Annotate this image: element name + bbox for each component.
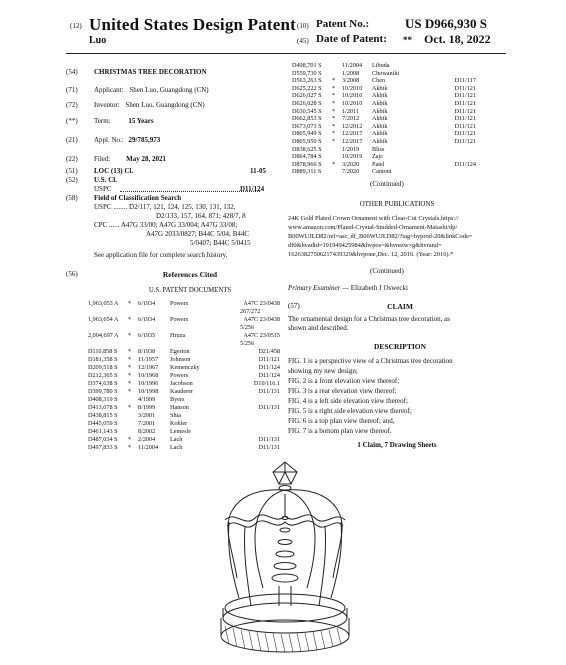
ref-class: D10/116.1 [253,380,280,387]
ref-name: Akbik [372,115,388,123]
ref-number: D563,263 S [292,77,322,85]
field-label: CHRISTMAS TREE DECORATION [94,68,207,76]
ref-star: * [332,138,336,145]
us-code: (52) [66,176,78,184]
crown-drawing [215,458,355,658]
fcs-label: Field of Classification Search [94,194,182,202]
ref-date: 11/2004 [342,62,363,69]
ref-class: D11/124 [454,160,476,168]
ref-date: 10/2010 [342,84,363,92]
fcs-note: See application file for complete search history. [94,251,228,259]
ref-class: D11/124 [258,364,280,371]
reference-row [88,356,280,363]
ref-name: Akbik [372,130,388,138]
ref-date: 4/1999 [138,396,156,403]
ref-date: 3/2008 [342,77,360,85]
ref-date: 10/1968 [138,372,159,379]
ref-name: Egerton [170,348,190,355]
ref-number: D864,784 S [292,153,322,161]
ref-number: 1,963,054 A [88,316,119,323]
ref-class: A47C 23/0438 [243,300,280,307]
reference-row [88,412,280,419]
ref-name: Hruza [170,332,186,339]
field-term [66,117,154,126]
ref-class: D11/121 [258,356,280,363]
ref-class: A47C 23/0438 [243,316,280,323]
ref-extra: 267/272 [240,308,261,315]
ref-star: * [332,107,336,115]
ref-star: * [128,316,132,323]
ref-name: Cantoni [372,168,392,176]
kind-code-12: (12) [70,22,82,30]
ref-number: D399,780 S [88,388,118,395]
reference-row [292,161,476,168]
examiner-name: — Elizabeth J Oswecki [342,284,408,292]
reference-row [88,372,280,379]
ref-number: D559,730 S [292,69,322,77]
ref-name: Akbik [372,107,388,115]
ref-name: Patel [372,160,385,168]
field-code: (71) [66,86,78,94]
patent-date: Oct. 18, 2022 [424,32,491,46]
reference-row [88,380,280,387]
ref-star: * [332,92,336,100]
reference-row [292,138,476,145]
field-value: May 28, 2021 [126,155,166,163]
reference-row [292,123,476,130]
ref-date: 7/2012 [342,115,360,123]
field-value: Shen Luo, Guangdong (CN) [125,101,205,109]
ref-date: 10/2010 [342,92,363,100]
ref-number: D625,222 S [292,84,322,92]
reference-row [292,70,476,77]
references-title: References Cited [162,270,218,279]
ref-date: 10/1996 [138,380,159,387]
ref-number: D209,518 S [88,364,118,371]
ref-date: 3/2020 [342,160,360,168]
ref-number: D662,853 S [292,115,322,123]
reference-row [88,348,280,355]
field-code: (**) [66,117,78,125]
ref-star: * [128,444,132,451]
ref-name: Kauderer [170,388,194,395]
ref-number: D878,966 S [292,160,322,168]
reference-row [88,388,280,395]
ref-class: D11/131 [258,444,280,451]
ref-star: * [332,160,336,168]
ref-number: D212,365 S [88,372,118,379]
reference-row [88,332,280,339]
us-label: U.S. Cl. [94,176,117,184]
description-line: FIG. 7 is a bottom plan view thereof. [288,427,392,435]
reference-row [88,436,280,443]
references-subtitle: U.S. PATENT DOCUMENTS [148,287,232,294]
ref-number: D626,028 S [292,100,322,107]
publication-line: df0&hvadid=191949425984&hvpos=&hvnetw=g&hvrand= [288,242,442,249]
field-filed [66,155,166,164]
fcs-code: (58) [66,194,78,202]
description-line: showing my new design; [288,367,358,375]
ref-number: 2,004,697 A [88,332,119,339]
reference-row [292,168,476,175]
ref-date: 2/2004 [138,436,156,443]
description-line: FIG. 5 is a right side elevation view thereof; [288,407,412,415]
ref-date: 7/2020 [342,168,360,176]
ref-star: * [332,84,336,92]
ref-number: D445,059 S [88,420,118,427]
ref-number: 1,963,053 A [88,300,119,307]
reference-row [292,77,476,84]
fcs-uspc-2: D2/133, 157, 164, 871; 428/7, 8 [156,212,246,220]
ref-number: D497,833 S [88,444,118,451]
ref-date: 6/1934 [138,316,156,323]
ref-date: 7/2001 [138,420,156,427]
ref-star: * [128,348,132,355]
reference-row [292,108,476,115]
ref-date: 11/2004 [138,444,159,451]
ref-star: * [128,404,132,411]
ref-extra: 5/256 [240,324,255,331]
ref-date: 10/2010 [342,100,363,107]
ref-date: 1/2008 [342,69,360,77]
field-value: 29/785,973 [128,136,161,144]
ref-name: Lach [170,436,183,443]
field-code: (54) [66,68,78,76]
field-value: Shen Luo, Guangdong (CN) [129,86,209,94]
reference-row [88,300,280,307]
uspc-value: D11/124 [240,185,265,193]
reference-row [88,404,280,411]
reference-row [292,100,476,107]
field-label: Term: [94,117,111,125]
date-mark: ** [403,35,412,45]
examiner [288,284,408,292]
ref-name: Akbik [372,100,388,107]
ref-star: * [128,380,132,387]
ref-number: D889,311 S [292,168,322,176]
ref-name: Akbik [372,92,388,100]
ref-number: D413,078 S [88,404,118,411]
uspc-dots [120,191,260,192]
other-publications-title: OTHER PUBLICATIONS [359,200,435,208]
ref-star: * [128,332,132,339]
ref-name: Shia [170,412,182,419]
ref-star: * [128,436,132,443]
ref-number: D110,858 S [88,348,118,355]
ref-number: D838,625 S [292,145,322,153]
publication-line: www.amazon.com/Plated-Crystal-Studded-Ornament-Matashi/dp/ [288,224,458,231]
ref-class: D11/131 [258,404,280,411]
field-inventor [66,101,205,110]
claim-text-2: shown and described. [288,324,349,332]
description-line: FIG. 2 is a front elevation view thereof; [288,377,400,385]
ref-class: D11/121 [454,115,476,123]
ref-date: 12/1967 [138,364,159,371]
date-code: (45) [297,37,309,45]
ref-class: D11/124 [258,372,280,379]
document-title: United States Design Patent [89,15,297,34]
ref-number: D805,949 S [292,130,322,138]
field-label: Appl. No.: [94,136,124,144]
inventor-lastname: Luo [89,35,107,46]
ref-star: * [332,115,336,123]
ref-name: Chowaniki [372,69,400,77]
ref-class: D11/121 [454,130,476,138]
field-code: (22) [66,155,78,163]
ref-date: 6/1935 [138,332,156,339]
field-value: 15 Years [128,117,154,125]
ref-class: D11/121 [454,122,476,130]
ref-star: * [332,100,336,107]
description-line: FIG. 3 is a rear elevation view thereof; [288,387,397,395]
ref-class: D11/117 [454,77,476,85]
reference-row [88,444,280,451]
ref-class: D11/121 [454,84,476,92]
reference-row [88,316,280,323]
ref-date: 1/2019 [342,145,360,153]
ref-name: Byers [170,396,185,403]
field-appl-no [66,136,160,145]
ref-extra: 5/256 [240,340,255,347]
ref-name: Akbik [372,138,388,145]
reference-row [292,62,476,69]
patent-number: US D966,930 S [405,16,487,31]
ref-name: Chen [372,77,386,85]
reference-row [292,146,476,153]
ref-number: D626,027 S [292,92,322,100]
ref-star: * [128,356,132,363]
ref-name: Powers [170,316,189,323]
ref-date: 8/1999 [138,404,156,411]
field-label: Applicant: [94,86,124,94]
ref-number: D374,638 S [88,380,118,387]
uspc-label: USPC [94,185,112,193]
description-line: FIG. 6 is a top plan view thereof; and, [288,417,395,425]
claim-text-1: The ornamental design for a Christmas tree decoration, as [288,315,450,323]
ref-number: D630,545 S [292,107,322,115]
reference-row [88,420,280,427]
ref-class: D11/121 [454,138,476,145]
ref-name: Akbik [372,122,388,130]
fcs [66,194,181,203]
ref-date: 8/1938 [138,348,156,355]
ref-date: 12/2017 [342,138,363,145]
references-continued: (Continued) [370,180,404,188]
ref-date: 6/1934 [138,300,156,307]
ref-name: Kohler [170,420,188,427]
ref-name: Powers [170,300,189,307]
ref-date: 8/2002 [138,428,156,435]
other-publications-continued: (Continued) [370,267,404,275]
ref-name: Bliss [372,145,385,153]
field-code: (21) [66,136,78,144]
ref-star: * [332,77,336,85]
ref-star: * [128,300,132,307]
loc-class [66,167,133,176]
reference-row [88,396,280,403]
ref-class: D11/121 [454,100,476,107]
ref-number: D461,143 S [88,428,118,435]
claims-summary: 1 Claim, 7 Drawing Sheets [357,441,437,449]
loc-value: 11-05 [250,167,266,175]
ref-star: * [332,130,336,138]
patent-no-label: Patent No.: [316,18,370,30]
fcs-cpc: CPC ...... A47G 33/00; A47G 33/004; A47G 33/08; [94,221,238,229]
ref-class: D21/458 [258,348,280,355]
claim-code: (57) [288,302,300,310]
reference-row [88,428,280,435]
ref-star: * [128,364,132,371]
ref-number: D487,034 S [88,436,118,443]
ref-name: Zajc [372,153,383,161]
ref-star: * [128,388,132,395]
ref-class: D11/131 [258,388,280,395]
publication-line: B00WUJLD82/ref=asc_df_B00WUJLD82/?tag=hyprod-20&linkCode= [288,233,473,240]
description-line: FIG. 4 is a left side elevation view thereof; [288,397,408,405]
field-code: (72) [66,101,78,109]
description-title: DESCRIPTION [373,342,427,351]
reference-row [292,85,476,92]
ref-star: * [128,372,132,379]
ref-date: 10/2019 [342,153,363,161]
loc-code: (51) [66,167,78,175]
reference-row [292,92,476,99]
publication-line: 16263827506217439329&hvpone,Dec. 12, 2016. (Year: 2016).* [288,251,454,258]
ref-number: D805,950 S [292,138,322,145]
reference-row [88,364,280,371]
ref-date: 10/1998 [138,388,159,395]
reference-row [292,115,476,122]
ref-number: D438,815 S [88,412,118,419]
ref-date: 12/2017 [342,130,363,138]
ref-name: Libuda [372,62,390,69]
ref-number: D408,319 S [88,396,118,403]
ref-number: D673,073 S [292,122,322,130]
field-label: Inventor: [94,101,120,109]
examiner-label: Primary Examiner [288,284,341,292]
description-line: FIG. 1 is a perspective view of a Christmas tree decoration [288,357,453,365]
ref-date: 3/2001 [138,412,156,419]
reference-row [292,130,476,137]
ref-name: Jacobson [170,380,193,387]
fcs-uspc: USPC ........ D2/117, 121, 124, 125, 130, 131, 132, [94,203,236,211]
ref-class: D11/121 [454,107,476,115]
field-title [66,68,207,77]
ref-date: 1/2011 [342,107,359,115]
field-applicant [66,86,209,95]
references-code: (56) [66,270,78,278]
ref-class: A47C 23/0515 [243,332,280,339]
ref-name: Lach [170,444,183,451]
ref-name: Lemesle [170,428,191,435]
us-class [66,176,117,185]
ref-name: Johnson [170,356,191,363]
ref-class: D11/131 [258,436,280,443]
claim-title: CLAIM [387,302,413,311]
ref-name: Kemenczky [170,364,200,371]
ref-number: D498,701 S [292,62,322,69]
header-rule [66,53,506,54]
fcs-cpc-3: 5/0407; B44C 5/0415 [190,239,251,247]
ref-name: Hanson [170,404,189,411]
ref-name: Akbik [372,84,388,92]
fcs-cpc-2: A47G 2033/0827; B44C 5/04; B44C [146,230,250,238]
field-label: Filed: [94,155,111,163]
ref-date: 11/1957 [138,356,159,363]
publication-line: 24K Gold Plated Crown Ornament with Clear-Cut Crystals,https:// [288,215,459,222]
loc-label: LOC (13) Cl. [94,167,134,175]
patent-no-code: (10) [297,22,309,30]
reference-row [292,153,476,160]
ref-date: 12/2012 [342,122,363,130]
date-label: Date of Patent: [316,33,387,45]
ref-class: D11/121 [454,92,476,100]
ref-star: * [332,122,336,130]
ref-number: D181,358 S [88,356,118,363]
ref-name: Powers [170,372,189,379]
